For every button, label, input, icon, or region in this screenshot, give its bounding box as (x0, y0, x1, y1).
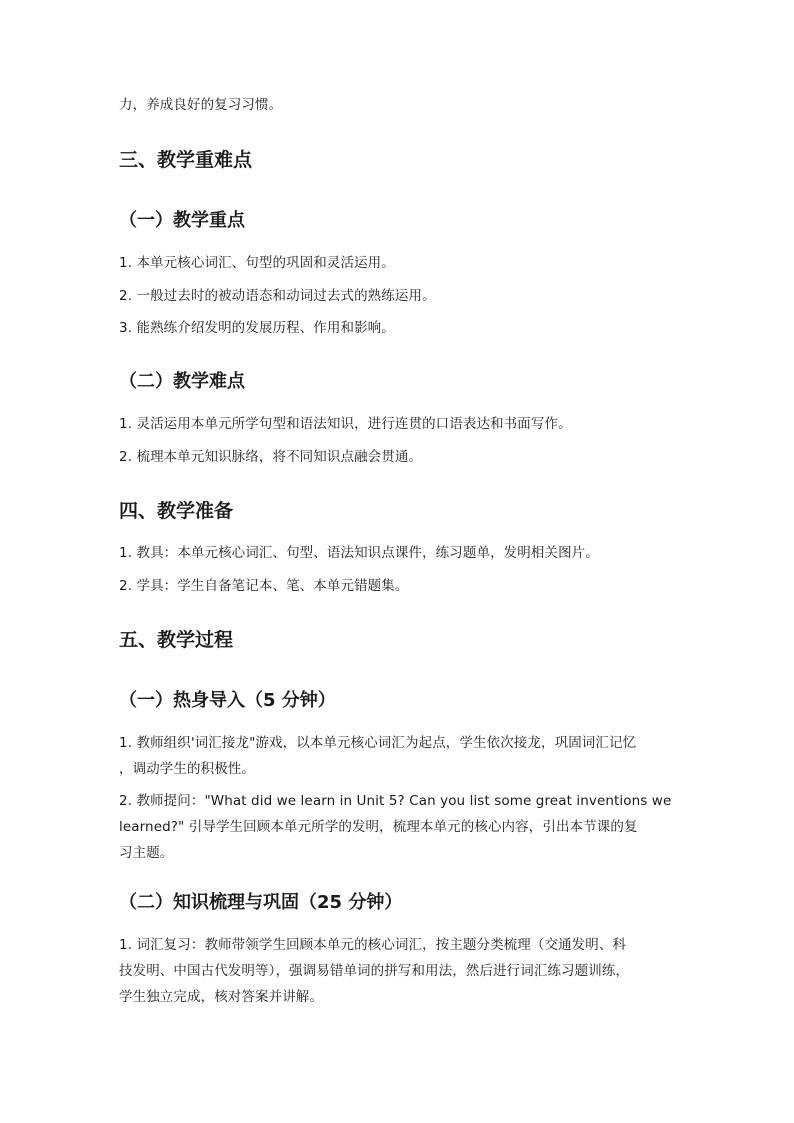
list-item-review-1-line-3: 学生独立完成，核对答案并讲解。 (119, 989, 323, 1005)
list-item-warmup-1-line-2: ，调动学生的积极性。 (119, 761, 255, 777)
list-item-warmup-2-line-1: 2. 教师提问："What did we learn in Unit 5? Can you list some great inventions we (119, 793, 672, 809)
list-item-difficult-2: 2. 梳理本单元知识脉络，将不同知识点融会贯通。 (119, 449, 423, 465)
heading-warmup: （一）热身导入（5 分钟） (119, 690, 336, 711)
paragraph-intro-tail: 力，养成良好的复习习惯。 (119, 97, 283, 113)
heading-section-5: 五、教学过程 (119, 629, 234, 651)
heading-difficult-points: （二）教学难点 (119, 371, 245, 392)
heading-section-3: 三、教学重难点 (119, 149, 253, 171)
heading-section-4: 四、教学准备 (119, 500, 234, 522)
list-item-prep-2: 2. 学具：学生自备笔记本、笔、本单元错题集。 (119, 578, 409, 594)
list-item-review-1-line-2: 技发明、中国古代发明等），强调易错单词的拼写和用法，然后进行词汇练习题训练， (119, 963, 630, 979)
list-item-key-3: 3. 能熟练介绍发明的发展历程、作用和影响。 (119, 320, 395, 336)
list-item-warmup-2-line-2: learned?" 引导学生回顾本单元所学的发明，梳理本单元的核心内容，引出本节课的复 (119, 819, 638, 835)
list-item-review-1-line-1: 1. 词汇复习：教师带领学生回顾本单元的核心词汇，按主题分类梳理（交通发明、科 (119, 937, 627, 953)
list-item-key-2: 2. 一般过去时的被动语态和动词过去式的熟练运用。 (119, 288, 436, 304)
list-item-warmup-2-line-3: 习主题。 (119, 845, 174, 861)
heading-key-points: （一）教学重点 (119, 210, 245, 231)
list-item-key-1: 1. 本单元核心词汇、句型的巩固和灵活运用。 (119, 255, 395, 271)
list-item-difficult-1: 1. 灵活运用本单元所学句型和语法知识，进行连贯的口语表达和书面写作。 (119, 416, 572, 432)
list-item-prep-1: 1. 教具：本单元核心词汇、句型、语法知识点课件，练习题单，发明相关图片。 (119, 545, 599, 561)
list-item-warmup-1-line-1: 1. 教师组织'词汇接龙"游戏，以本单元核心词汇为起点，学生依次接龙，巩固词汇记忆 (119, 735, 637, 751)
heading-knowledge-review: （二）知识梳理与巩固（25 分钟） (119, 892, 403, 913)
